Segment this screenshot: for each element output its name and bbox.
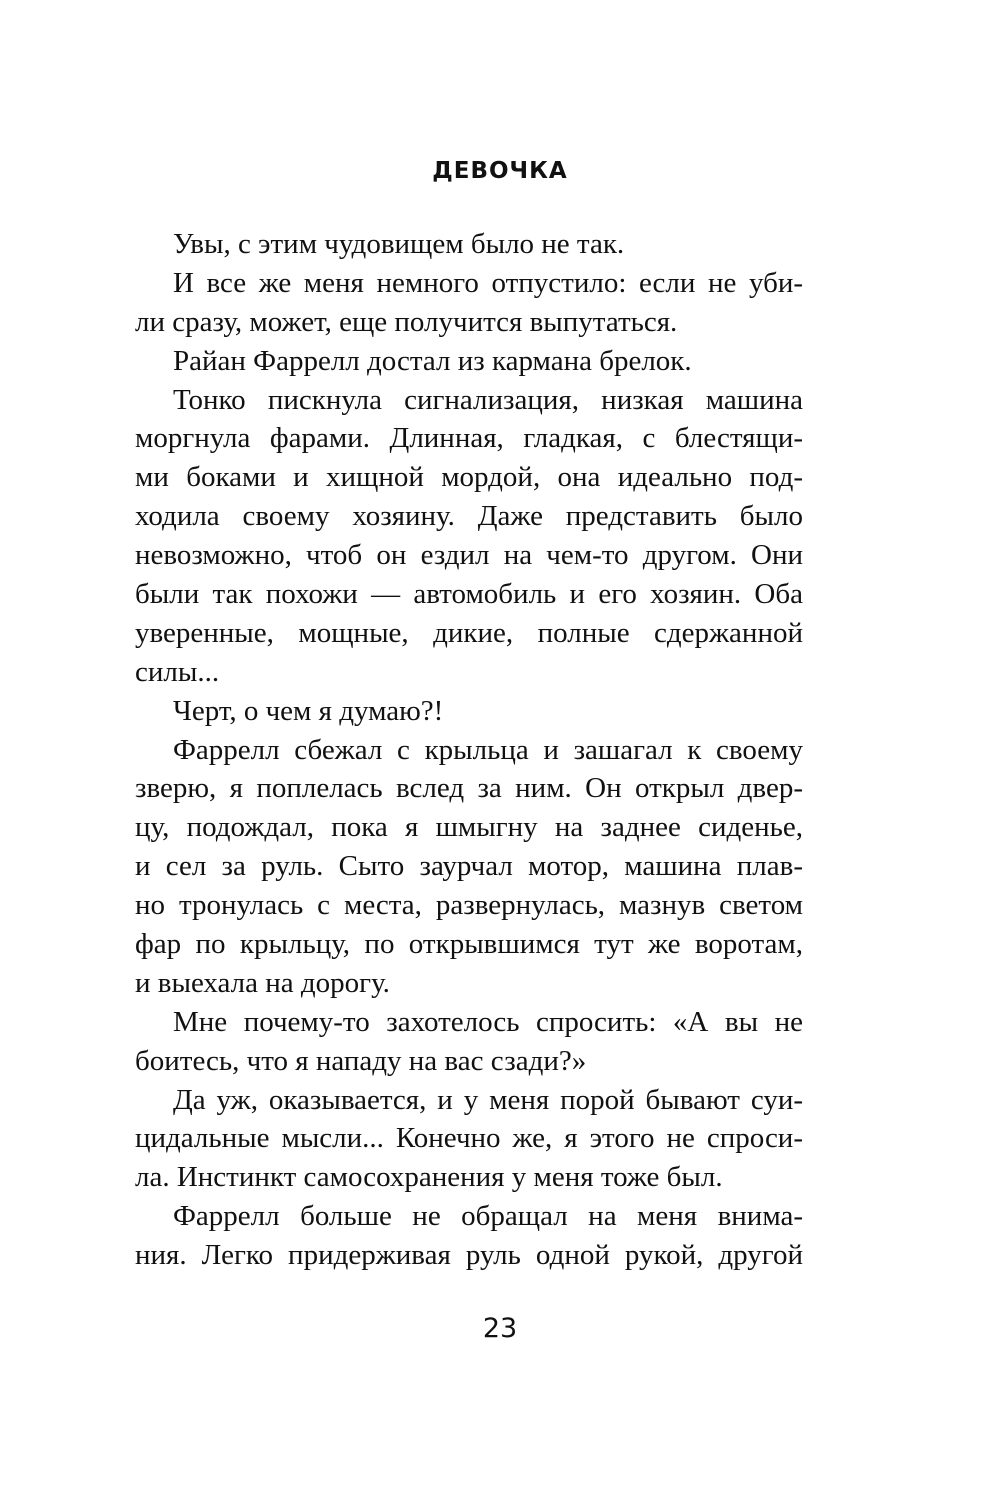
text-line: и выехала на дорогу.	[135, 966, 390, 999]
chapter-title: ДЕВОЧКА	[432, 158, 568, 184]
text-line: зверю, я поплелась вслед за ним. Он открыл двер-	[135, 772, 803, 805]
body-text	[135, 225, 803, 1275]
text-line: ми боками и хищной мордой, она идеально под-	[135, 461, 803, 494]
text-line: Черт, о чем я думаю?!	[173, 694, 444, 727]
text-line: невозможно, чтоб он ездил на чем-то другом. Они	[135, 539, 803, 572]
text-line: Фаррелл сбежал с крыльца и зашагал к своему	[173, 733, 803, 766]
text-line: Увы, с этим чудовищем было не так.	[173, 228, 625, 260]
text-line: Да уж, оказывается, и у меня порой бывают суи-	[173, 1083, 803, 1116]
text-line: моргнула фарами. Длинная, гладкая, с блестящи-	[135, 422, 803, 455]
text-line: силы...	[135, 655, 220, 688]
text-line: и сел за руль. Сыто заурчал мотор, машина плав-	[135, 850, 803, 883]
text-line: ходила своему хозяину. Даже представить было	[135, 500, 803, 533]
text-line: Мне почему-то захотелось спросить: «А вы не	[173, 1005, 803, 1038]
text-line: но тронулась с места, развернулась, мазнув светом	[135, 889, 803, 922]
text-line: ла. Инстинкт самосохранения у меня тоже был.	[135, 1161, 723, 1194]
text-line: Фаррелл больше не обращал на меня внима-	[173, 1200, 803, 1233]
text-line: были так похожи — автомобиль и его хозяин. Оба	[135, 578, 803, 611]
text-line: И все же меня немного отпустило: если не уби-	[173, 266, 803, 299]
text-line: Тонко пискнула сигнализация, низкая машина	[173, 383, 803, 416]
text-line: ния. Легко придерживая руль одной рукой, другой	[135, 1239, 803, 1272]
text-line: цу, подождал, пока я шмыгну на заднее сиденье,	[135, 811, 803, 844]
text-line: цидальные мысли... Конечно же, я этого не спроси-	[135, 1122, 803, 1155]
text-line: фар по крыльцу, по открывшимся тут же воротам,	[135, 928, 803, 961]
text-line: уверенные, мощные, дикие, полные сдержанной	[135, 616, 803, 649]
text-line: Райан Фаррелл достал из кармана брелок.	[173, 344, 692, 377]
text-line: ли сразу, может, еще получится выпутаться.	[135, 305, 678, 338]
text-line: боитесь, что я нападу на вас сзади?»	[135, 1044, 587, 1077]
page-number: 23	[482, 1313, 518, 1344]
